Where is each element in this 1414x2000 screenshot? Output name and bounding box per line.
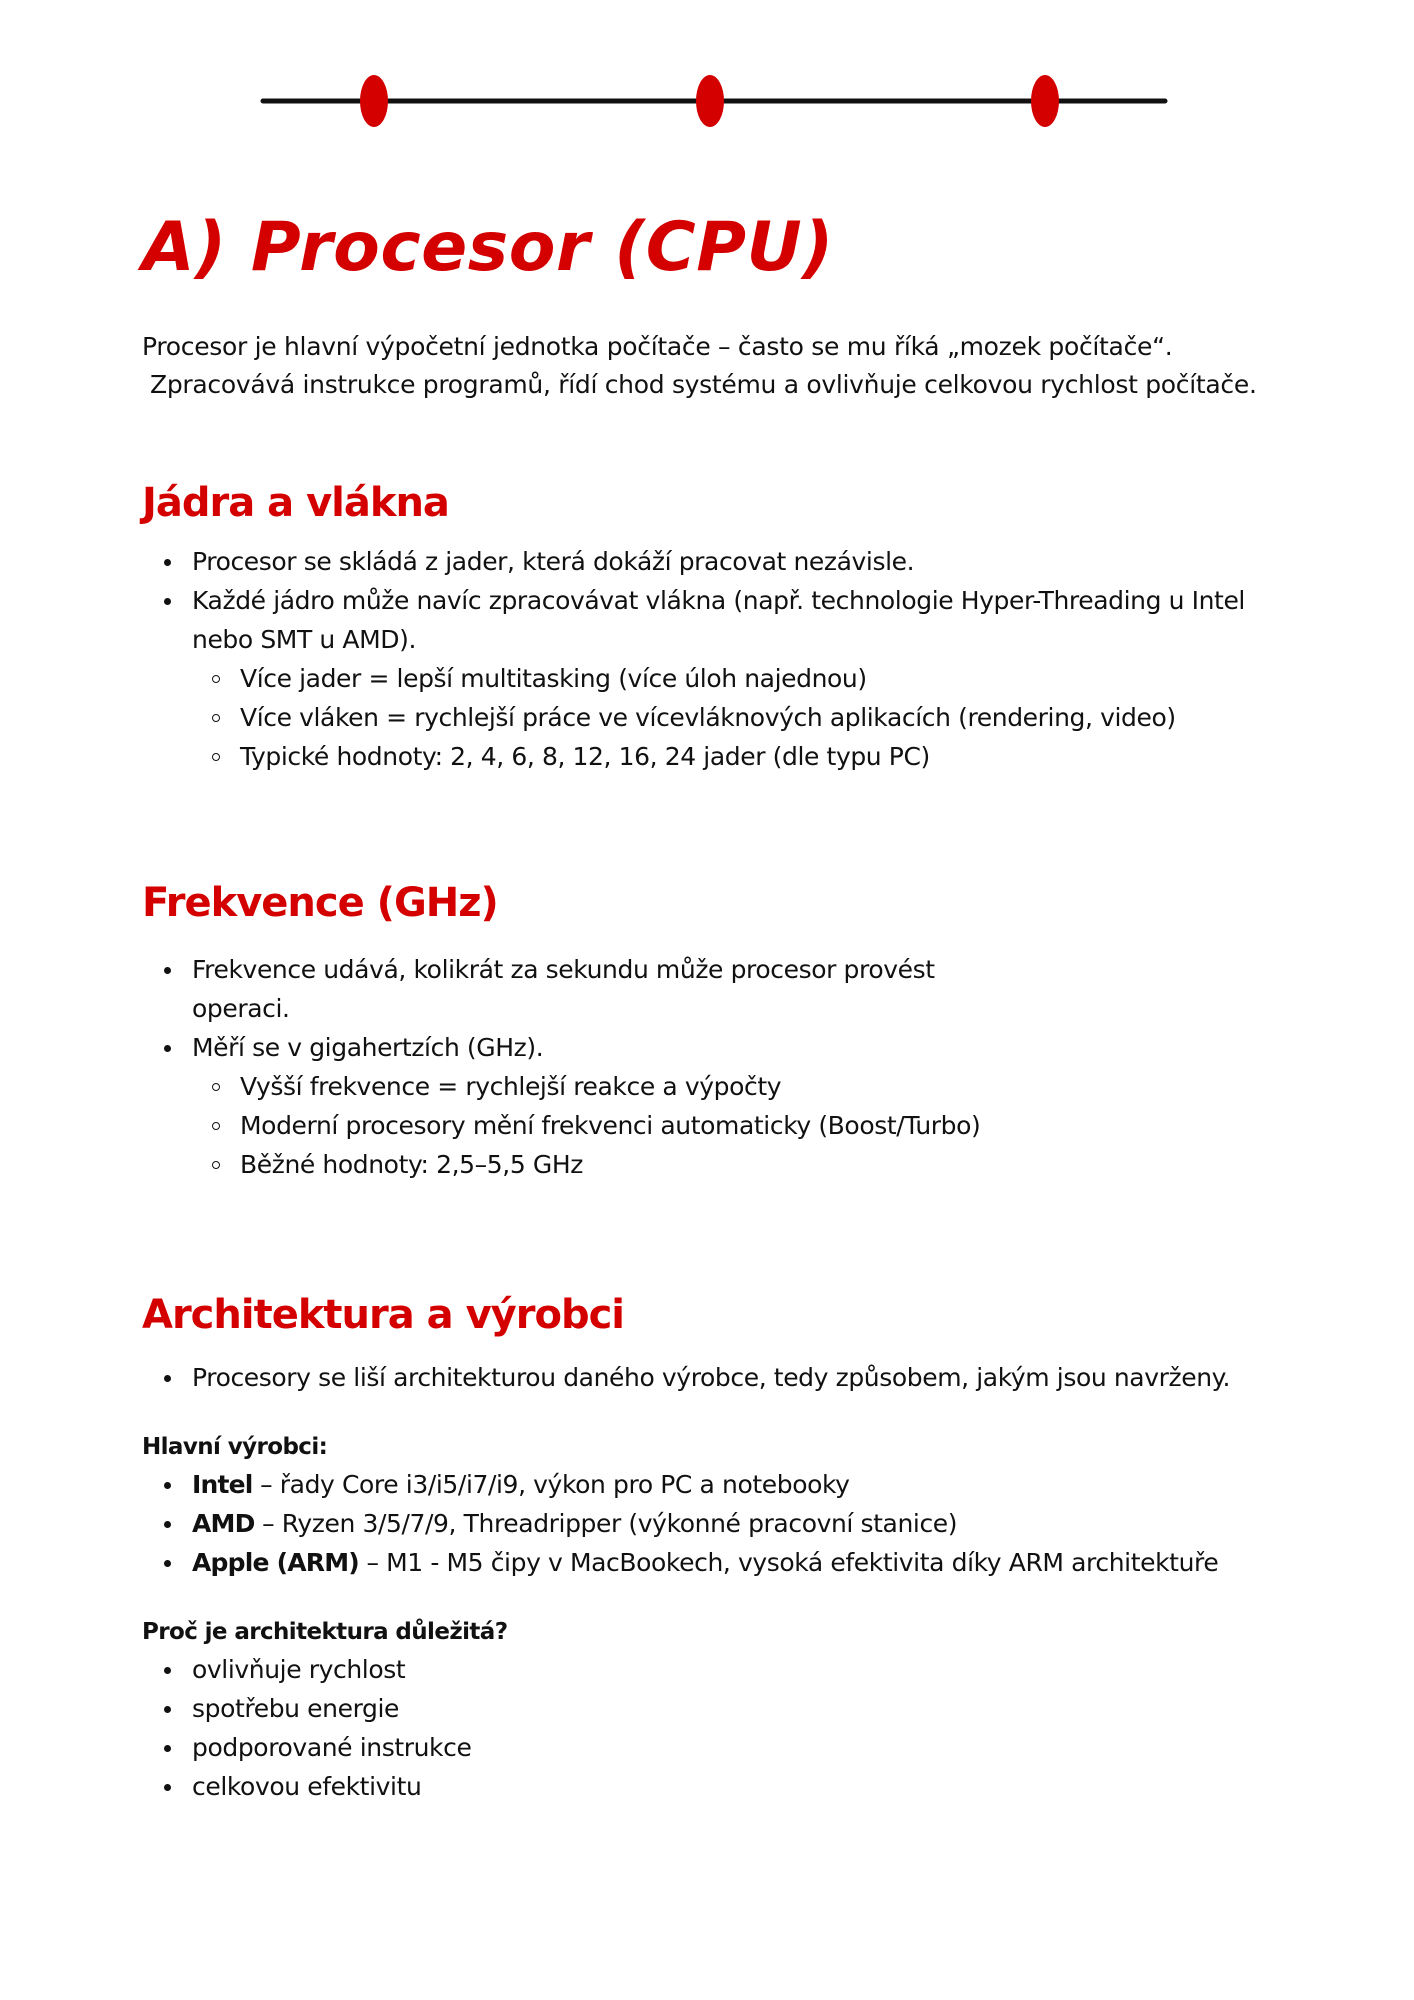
sub-list-item-text: Více vláken = rychlejší práce ve vícevláknových aplikacích (rendering, video) <box>240 703 1176 732</box>
list-item <box>142 581 1302 659</box>
list-item <box>142 950 1302 1028</box>
why-item-text: spotřebu energie <box>192 1694 400 1723</box>
manufacturers-heading: Hlavní výrobci: <box>142 1434 328 1460</box>
why-list <box>142 1650 1302 1806</box>
circle-bullet-icon <box>212 1122 220 1130</box>
circle-bullet-icon <box>212 753 220 761</box>
manufacturer-desc: – Ryzen 3/5/7/9, Threadripper (výkonné pracovní stanice) <box>254 1509 958 1538</box>
manufacturer-item <box>142 1543 1302 1582</box>
sub-list-item-text: Moderní procesory mění frekvenci automaticky (Boost/Turbo) <box>240 1111 981 1140</box>
why-item <box>142 1728 1302 1767</box>
list-item-text: Procesor se skládá z jader, která dokáží pracovat nezávisle. <box>192 547 915 576</box>
bullet-icon <box>164 559 171 566</box>
list-item-text-line-2: operaci. <box>192 994 290 1023</box>
sub-list-item-text: Běžné hodnoty: 2,5–5,5 GHz <box>240 1150 583 1179</box>
bullet-icon <box>164 1667 171 1674</box>
timeline-dot-3 <box>1031 75 1059 127</box>
list-item-text: Procesory se liší architekturou daného výrobce, tedy způsobem, jakým jsou navrženy. <box>192 1363 1231 1392</box>
list-item-text-line-1: Frekvence udává, kolikrát za sekundu může procesor provést <box>192 955 935 984</box>
circle-bullet-icon <box>212 714 220 722</box>
bullet-icon <box>164 1784 171 1791</box>
circle-bullet-icon <box>212 675 220 683</box>
bullet-icon <box>164 1706 171 1713</box>
sub-list-item <box>142 1145 1302 1184</box>
intro-paragraph <box>142 328 1257 404</box>
manufacturer-name: Intel <box>192 1470 253 1499</box>
header-decoration <box>0 0 1414 160</box>
manufacturer-item <box>142 1504 1302 1543</box>
bullet-icon <box>164 1560 171 1567</box>
why-item-text: ovlivňuje rychlost <box>192 1655 406 1684</box>
why-item <box>142 1689 1302 1728</box>
bullet-list <box>142 1358 1302 1397</box>
why-item-text: podporované instrukce <box>192 1733 472 1762</box>
manufacturers-list <box>142 1465 1302 1582</box>
intro-line-2: Zpracovává instrukce programů, řídí chod systému a ovlivňuje celkovou rychlost počítače. <box>150 370 1257 399</box>
bullet-icon <box>164 1482 171 1489</box>
sub-list-item-text: Vyšší frekvence = rychlejší reakce a výpočty <box>240 1072 782 1101</box>
list-item <box>142 1028 1302 1067</box>
sub-list-item <box>142 1106 1302 1145</box>
bullet-icon <box>164 967 171 974</box>
section-architecture <box>142 1290 1302 1806</box>
sub-list-item-text: Více jader = lepší multitasking (více úloh najednou) <box>240 664 867 693</box>
section-cores-threads <box>142 478 1302 776</box>
bullet-icon <box>164 1375 171 1382</box>
why-heading: Proč je architektura důležitá? <box>142 1619 508 1645</box>
sub-list-item <box>142 737 1302 776</box>
page-title: A) Procesor (CPU) <box>142 208 834 287</box>
bullet-list <box>142 950 1302 1067</box>
bullet-icon <box>164 1045 171 1052</box>
timeline-decoration <box>0 0 1414 160</box>
bullet-icon <box>164 598 171 605</box>
bullet-list <box>142 542 1302 659</box>
timeline-dot-1 <box>360 75 388 127</box>
circle-bullet-icon <box>212 1083 220 1091</box>
section-heading: Architektura a výrobci <box>142 1292 625 1338</box>
sub-list-item <box>142 659 1302 698</box>
why-item <box>142 1650 1302 1689</box>
sub-list-item-text: Typické hodnoty: 2, 4, 6, 8, 12, 16, 24 jader (dle typu PC) <box>240 742 930 771</box>
why-item <box>142 1767 1302 1806</box>
circle-bullet-icon <box>212 1161 220 1169</box>
manufacturer-desc: – řady Core i3/i5/i7/i9, výkon pro PC a notebooky <box>252 1470 850 1499</box>
sub-bullet-list <box>142 1067 1302 1184</box>
bullet-icon <box>164 1521 171 1528</box>
manufacturer-name: Apple (ARM) <box>192 1548 359 1577</box>
bullet-icon <box>164 1745 171 1752</box>
intro-line-1: Procesor je hlavní výpočetní jednotka počítače – často se mu říká „mozek počítače“. <box>142 332 1173 361</box>
list-item <box>142 542 1302 581</box>
list-item-text: Měří se v gigahertzích (GHz). <box>192 1033 544 1062</box>
list-item-text: Každé jádro může navíc zpracovávat vlákna (např. technologie Hyper-Threading u Intel nebo SMT u AMD). <box>192 586 1245 654</box>
section-heading: Jádra a vlákna <box>142 480 449 526</box>
section-heading: Frekvence (GHz) <box>142 880 498 926</box>
why-item-text: celkovou efektivitu <box>192 1772 422 1801</box>
sub-list-item <box>142 1067 1302 1106</box>
sub-list-item <box>142 698 1302 737</box>
section-frequency <box>142 878 1302 1184</box>
sub-bullet-list <box>142 659 1302 776</box>
timeline-dot-2 <box>696 75 724 127</box>
list-item <box>142 1358 1302 1397</box>
manufacturer-desc: – M1 - M5 čipy v MacBookech, vysoká efektivita díky ARM architektuře <box>358 1548 1219 1577</box>
manufacturer-name: AMD <box>192 1509 255 1538</box>
manufacturer-item <box>142 1465 1302 1504</box>
